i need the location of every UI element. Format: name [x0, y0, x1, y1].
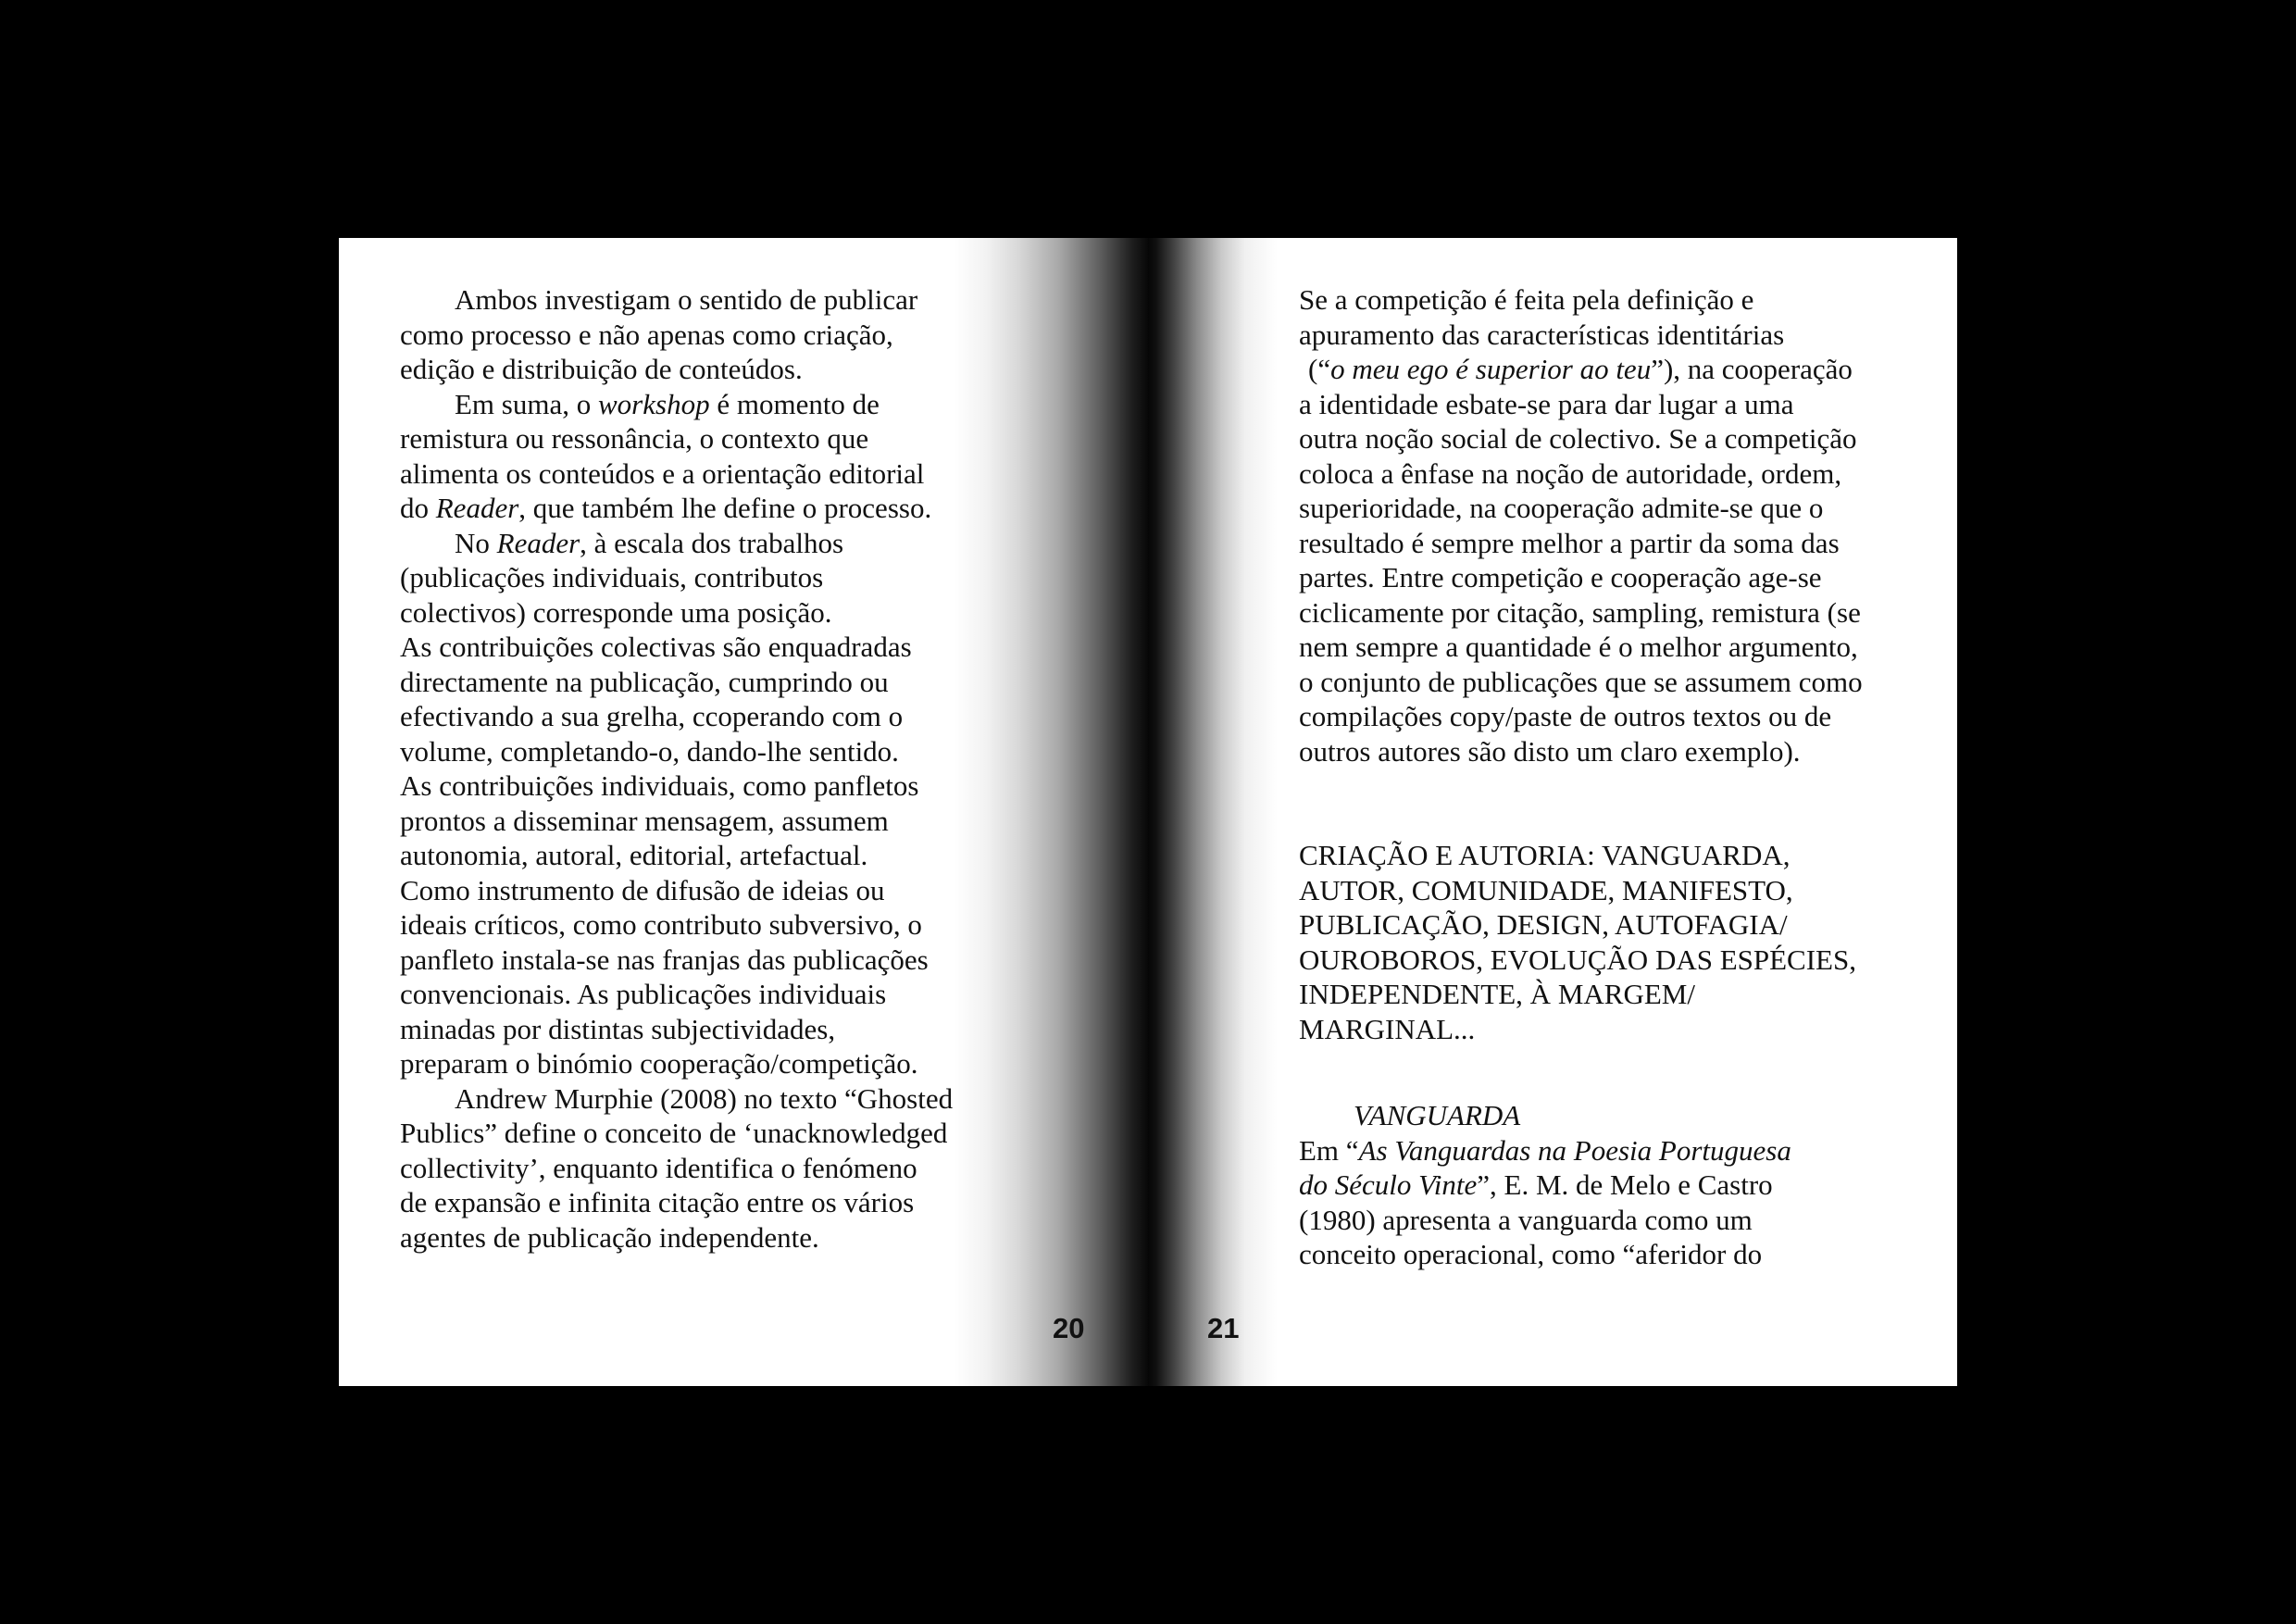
text-line: collectivity’, enquanto identifica o fenómeno — [400, 1151, 917, 1184]
text-line: (publicações individuais, contributos — [400, 561, 824, 593]
text-line: remistura ou ressonância, o contexto que — [400, 422, 869, 455]
book-spread — [339, 238, 1957, 1386]
page-number: 21 — [1207, 1312, 1240, 1344]
text-run: ”), na cooperação — [1651, 353, 1853, 385]
text-line: como processo e não apenas como criação, — [400, 318, 893, 351]
text-line: volume, completando-o, dando-lhe sentido. — [400, 734, 899, 768]
text-line: outra noção social de colectivo. Se a competição — [1299, 422, 1857, 455]
text-line: conceito operacional, como “aferidor do — [1299, 1238, 1763, 1270]
text-line — [400, 491, 953, 526]
text-line: alimenta os conteúdos e a orientação editorial — [400, 456, 925, 490]
text-line — [1299, 352, 1863, 387]
section-heading-line: AUTOR, COMUNIDADE, MANIFESTO, — [1299, 873, 1793, 906]
italic-term-reader: Reader — [496, 526, 580, 559]
text-line: As contribuições individuais, como panfletos — [400, 769, 919, 802]
text-line — [400, 526, 953, 561]
spacer — [1299, 768, 1863, 838]
text-line: convencionais. As publicações individuais — [400, 978, 887, 1010]
section-heading-line: CRIAÇÃO E AUTORIA: VANGUARDA, — [1299, 839, 1791, 871]
text-run: do — [400, 492, 436, 524]
text-line: resultado é sempre melhor a partir da soma das — [1299, 526, 1840, 559]
text-line: ciclicamente por citação, sampling, remistura (se — [1299, 595, 1861, 629]
text-line: Ambos investigam o sentido de publicar — [455, 283, 918, 316]
text-line: a identidade esbate-se para dar lugar a uma — [1299, 387, 1794, 420]
text-run: (“ — [1308, 353, 1331, 385]
text-line: efectivando a sua grelha, ccoperando com o — [400, 700, 904, 732]
text-line: agentes de publicação independente. — [400, 1220, 819, 1254]
text-line — [1299, 1133, 1863, 1168]
text-line: prontos a disseminar mensagem, assumem — [400, 804, 889, 837]
text-run: No — [455, 526, 497, 559]
section-heading-line: INDEPENDENTE, À MARGEM/ — [1299, 978, 1695, 1010]
text-line: Como instrumento de difusão de ideias ou — [400, 873, 885, 906]
text-line — [400, 387, 953, 422]
text-run: Em “ — [1299, 1133, 1359, 1167]
page-number: 20 — [1053, 1312, 1085, 1344]
text-line: nem sempre a quantidade é o melhor argumento, — [1299, 631, 1858, 663]
text-line: Publics” define o conceito de ‘unacknowledged — [400, 1117, 948, 1149]
section-heading-line: OUROBOROS, EVOLUÇÃO DAS ESPÉCIES, — [1299, 943, 1856, 976]
text-run: ”, E. M. de Melo e Castro — [1477, 1168, 1773, 1201]
text-line: partes. Entre competição e cooperação age-se — [1299, 561, 1822, 593]
text-line: (1980) apresenta a vanguarda como um — [1299, 1203, 1753, 1236]
text-line: colectivos) corresponde uma posição. — [400, 595, 832, 629]
text-line: superioridade, na cooperação admite-se que o — [1299, 492, 1824, 524]
text-line: Se a competição é feita pela definição e — [1299, 283, 1754, 316]
text-line — [1299, 1168, 1863, 1203]
text-run: é momento de — [709, 387, 880, 420]
text-line: directamente na publicação, cumprindo ou — [400, 665, 889, 698]
left-page — [339, 238, 1148, 1386]
section-heading-line: MARGINAL... — [1299, 1012, 1476, 1045]
italic-term-workshop: workshop — [598, 387, 710, 420]
text-line: outros autores são disto um claro exemplo). — [1299, 734, 1801, 768]
text-line: de expansão e infinita citação entre os vários — [400, 1186, 915, 1218]
text-line: panfleto instala-se nas franjas das publicações — [400, 943, 929, 976]
text-line: As contribuições colectivas são enquadradas — [400, 631, 912, 663]
text-line: edição e distribuição de conteúdos. — [400, 353, 803, 385]
text-line: Andrew Murphie (2008) no texto “Ghosted — [455, 1081, 954, 1115]
text-line: coloca a ênfase na noção de autoridade, ordem, — [1299, 456, 1842, 490]
italic-title: do Século Vinte — [1299, 1168, 1478, 1201]
italic-quote: o meu ego é superior ao teu — [1330, 353, 1652, 385]
subheading — [1299, 1098, 1863, 1133]
text-line: preparam o binómio cooperação/competição. — [400, 1047, 918, 1080]
text-run: , à escala dos trabalhos — [580, 526, 844, 559]
text-run: Em suma, o — [455, 387, 598, 420]
text-line: apuramento das características identitárias — [1299, 318, 1785, 351]
section-heading-line: PUBLICAÇÃO, DESIGN, AUTOFAGIA/ — [1299, 908, 1788, 941]
text-line: autonomia, autoral, editorial, artefactual. — [400, 839, 868, 871]
right-page-body — [1299, 282, 1863, 1272]
right-page — [1148, 238, 1957, 1386]
text-run: , que também lhe define o processo. — [518, 492, 932, 524]
italic-title: As Vanguardas na Poesia Portuguesa — [1358, 1133, 1791, 1167]
left-page-body — [400, 282, 953, 1255]
text-line: o conjunto de publicações que se assumem como — [1299, 665, 1863, 698]
text-line: compilações copy/paste de outros textos ou de — [1299, 700, 1832, 732]
text-line: ideais críticos, como contributo subversivo, o — [400, 908, 922, 941]
text-line: minadas por distintas subjectividades, — [400, 1012, 836, 1045]
italic-term-reader: Reader — [435, 492, 519, 524]
spacer — [1299, 1046, 1863, 1098]
subheading-text: VANGUARDA — [1354, 1099, 1521, 1131]
